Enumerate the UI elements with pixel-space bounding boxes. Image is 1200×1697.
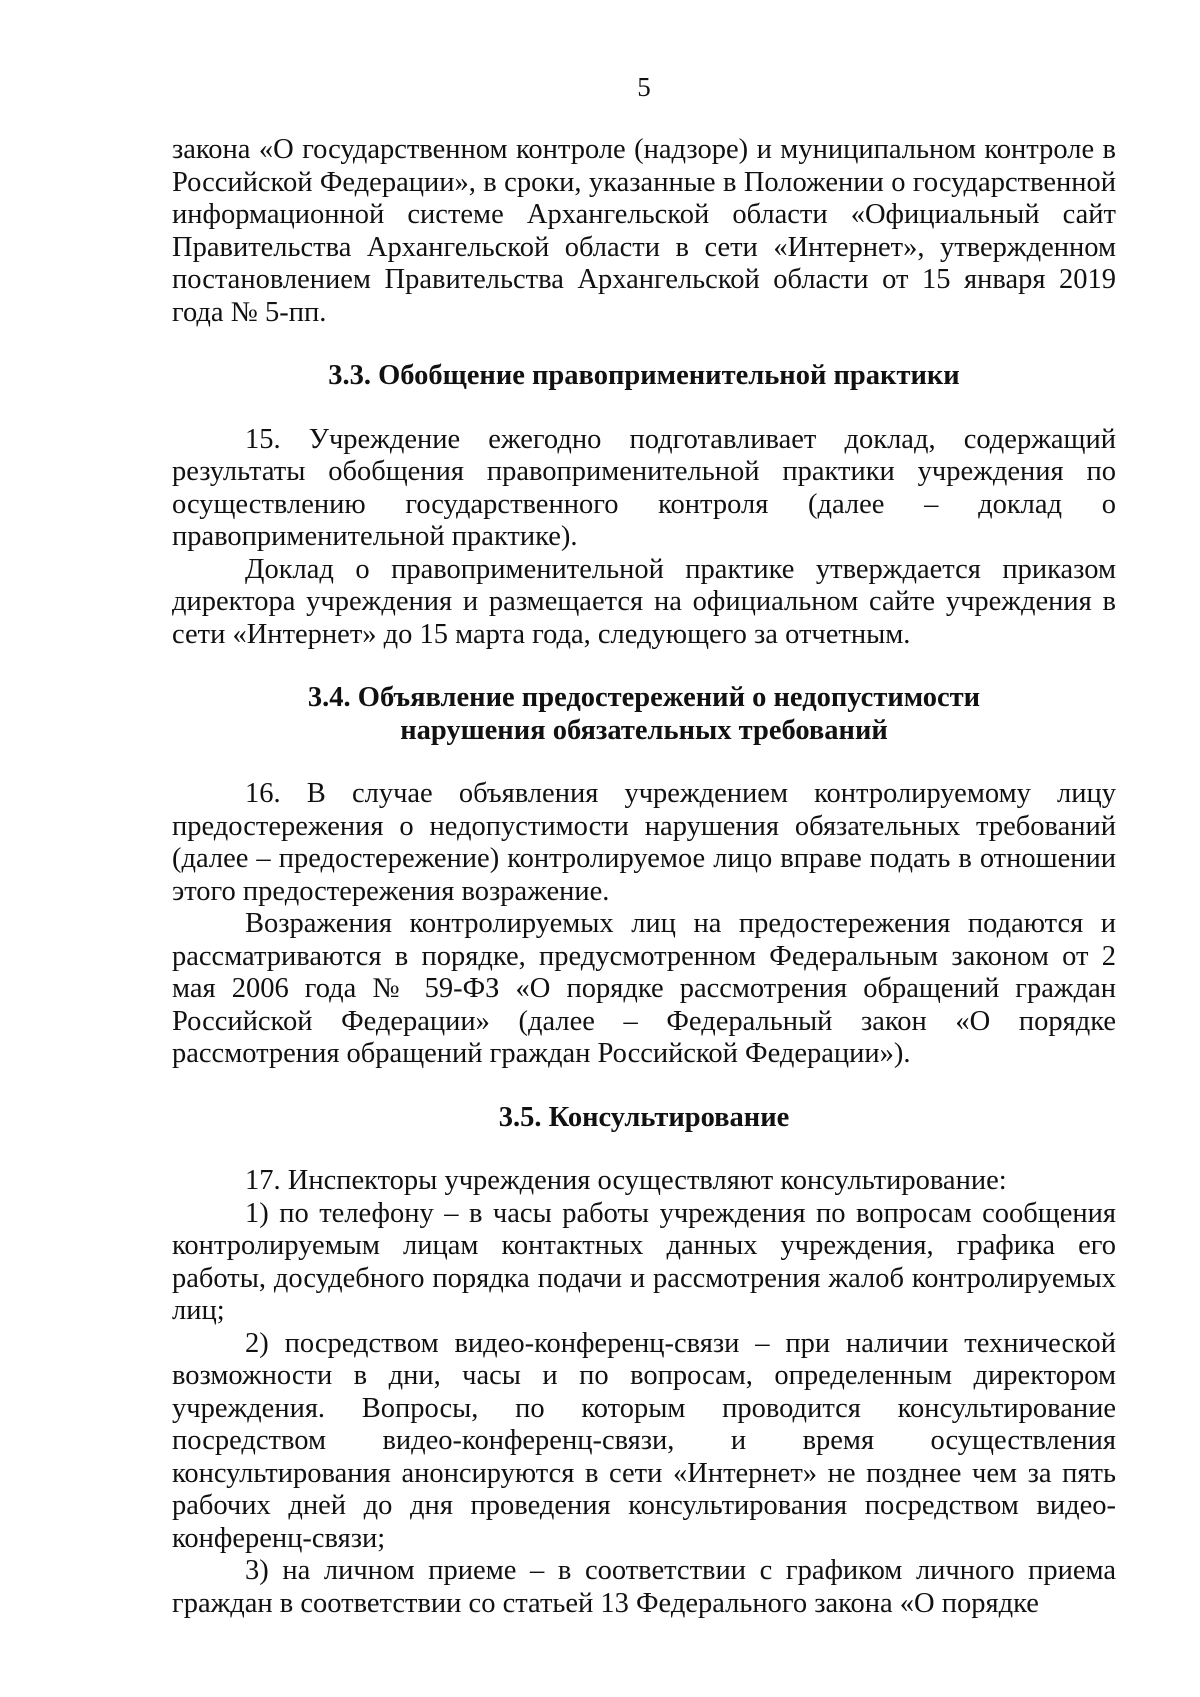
paragraph-objections: Возражения контролируемых лиц на предостережения подаются и рассматриваются в порядке, предусмотренном Федеральным законом от 2 мая 2006 года № 59-ФЗ «О порядке рассмотрения обращений граждан Российской Федерации» (далее – Федеральный закон «О порядке рассмотрения обращений граждан Российской Федерации»). [172, 908, 1116, 1069]
section-heading-line: нарушения обязательных требований [400, 714, 888, 746]
list-item-phone: 1) по телефону – в часы работы учреждения по вопросам сообщения контролируемым лицам контактных данных учреждения, графика его работы, досудебного порядка подачи и рассмотрения жалоб контролируемых лиц; [172, 1197, 1116, 1326]
list-item-personal-reception: 3) на личном приеме – в соответствии с графиком личного приема граждан в соответствии со статьей 13 Федерального закона «О порядке [172, 1555, 1116, 1619]
section-heading-3-5 [172, 1102, 1116, 1135]
section-heading-line: 3.3. Обобщение правоприменительной практики [328, 360, 960, 391]
list-item-video-conference: 2) посредством видео-конференц-связи – при наличии технической возможности в дни, часы и по вопросам, определенным директором учреждения. Вопросы, по которым проводится консультирование посредством видео-конференц-связи, и время осуществления консультирования анонсируются в сети «Интернет» не позднее чем за пять рабочих дней до дня проведения консультирования посредством видео-конференц-связи; [172, 1327, 1116, 1554]
paragraph-16: 16. В случае объявления учреждением контролируемому лицу предостережения о недопустимости нарушения обязательных требований (далее – предостережение) контролируемое лицо вправе подать в отношении этого предостережения возражение. [172, 778, 1116, 907]
paragraph-report-approval: Доклад о правоприменительной практике утверждается приказом директора учреждения и размещается на официальном сайте учреждения в сети «Интернет» до 15 марта года, следующего за отчетным. [172, 553, 1116, 650]
document-body [172, 134, 1116, 1620]
section-heading-3-4 [172, 682, 1116, 747]
paragraph-15: 15. Учреждение ежегодно подготавливает доклад, содержащий результаты обобщения правоприменительной практики учреждения по осуществлению государственного контроля (далее – доклад о правоприменительной практике). [172, 423, 1116, 552]
intro-paragraph: закона «О государственном контроле (надзоре) и муниципальном контроле в Российской Федерации», в сроки, указанные в Положении о государственной информационной системе Архангельской области «Официальный сайт Правительства Архангельской области в сети «Интернет», утвержденном постановлением Правительства Архангельской области от 15 января 2019 года № 5-пп. [172, 134, 1116, 328]
section-heading-line: 3.5. Консультирование [498, 1101, 790, 1133]
section-heading-line: 3.4. Объявление предостережений о недопустимости [307, 682, 981, 713]
section-heading-3-3 [172, 360, 1116, 393]
page-number: 5 [637, 72, 651, 102]
paragraph-17: 17. Инспекторы учреждения осуществляют консультирование: [245, 1165, 1007, 1196]
